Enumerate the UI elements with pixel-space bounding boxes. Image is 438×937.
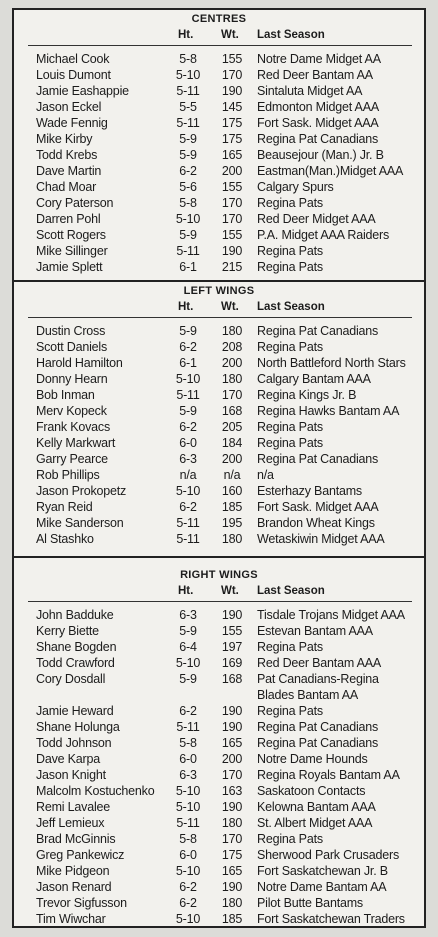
table-row xyxy=(14,500,424,516)
player-height: 5-11 xyxy=(176,244,200,258)
player-last-season: Fort Saskatchewan Jr. B xyxy=(257,864,388,878)
player-height: 5-11 xyxy=(176,388,200,402)
table-row xyxy=(14,912,424,928)
player-height: 5-10 xyxy=(175,864,201,878)
player-last-season: Kelowna Bantam AAA xyxy=(257,800,376,814)
player-weight: 155 xyxy=(221,228,243,242)
player-last-season: Brandon Wheat Kings xyxy=(257,516,375,530)
player-weight: 180 xyxy=(221,896,243,910)
player-name: Chad Moar xyxy=(36,180,97,194)
player-height: 5-11 xyxy=(176,720,200,734)
player-weight: 163 xyxy=(221,784,243,798)
player-last-season: Fort Sask. Midget AAA xyxy=(257,500,379,514)
player-last-season: Calgary Spurs xyxy=(257,180,334,194)
player-height: 5-9 xyxy=(179,404,197,418)
player-weight: 185 xyxy=(221,500,243,514)
player-last-season: Notre Dame Bantam AA xyxy=(257,880,387,894)
player-weight: 169 xyxy=(221,656,243,670)
section-divider xyxy=(14,556,424,558)
player-last-season: n/a xyxy=(257,468,274,482)
player-name: Greg Pankewicz xyxy=(36,848,125,862)
player-name: Todd Krebs xyxy=(36,148,98,162)
table-row xyxy=(14,228,424,244)
player-name: Jeff Lemieux xyxy=(36,816,105,830)
player-weight: 200 xyxy=(221,164,243,178)
player-height: 5-9 xyxy=(179,228,197,242)
table-row xyxy=(14,452,424,468)
col-header-last-season: Last Season xyxy=(257,585,325,597)
table-row xyxy=(14,372,424,388)
player-last-season: Esterhazy Bantams xyxy=(257,484,362,498)
table-row xyxy=(14,672,424,688)
player-weight: 190 xyxy=(221,244,243,258)
player-last-season: Regina Royals Bantam AA xyxy=(257,768,400,782)
player-last-season: Beausejour (Man.) Jr. B xyxy=(257,148,384,162)
table-row xyxy=(14,436,424,452)
player-name: Louis Dumont xyxy=(36,68,111,82)
player-height: 5-8 xyxy=(179,196,197,210)
player-name: Remi Lavalee xyxy=(36,800,111,814)
player-list xyxy=(14,52,424,276)
player-name: Michael Cook xyxy=(36,52,110,66)
player-weight: 165 xyxy=(221,736,243,750)
roster-table xyxy=(12,8,426,928)
player-weight: 185 xyxy=(221,912,243,926)
player-last-season: Regina Pats xyxy=(257,340,323,354)
player-height: 6-0 xyxy=(179,436,197,450)
table-row xyxy=(14,752,424,768)
player-weight: 175 xyxy=(221,848,243,862)
player-name: Cory Dosdall xyxy=(36,672,106,686)
table-row xyxy=(14,468,424,484)
player-last-season: Regina Pats xyxy=(257,832,323,846)
player-weight: 195 xyxy=(221,516,243,530)
col-header-last-season: Last Season xyxy=(257,301,325,313)
player-weight: 145 xyxy=(221,100,243,114)
player-weight: 208 xyxy=(221,340,243,354)
player-name: Darren Pohl xyxy=(36,212,101,226)
player-weight: 175 xyxy=(221,116,243,130)
player-name: Donny Hearn xyxy=(36,372,108,386)
col-header-ht: Ht. xyxy=(178,29,194,41)
table-row xyxy=(14,768,424,784)
player-weight: 170 xyxy=(221,68,243,82)
player-last-season: Regina Pats xyxy=(257,704,323,718)
player-height: 6-1 xyxy=(179,356,197,370)
player-height: 5-10 xyxy=(175,484,201,498)
player-last-season: Eastman(Man.)Midget AAA xyxy=(257,164,404,178)
player-weight: 190 xyxy=(221,800,243,814)
player-height: 6-2 xyxy=(179,880,197,894)
player-weight: 170 xyxy=(221,388,243,402)
player-height: 5-9 xyxy=(179,148,197,162)
player-last-season: Regina Pat Canadians xyxy=(257,452,379,466)
player-height: 6-4 xyxy=(179,640,197,654)
table-row xyxy=(14,608,424,624)
player-weight: 197 xyxy=(221,640,243,654)
table-row xyxy=(14,340,424,356)
player-last-season: Blades Bantam AA xyxy=(257,688,359,702)
player-weight: 165 xyxy=(221,148,243,162)
player-weight: 190 xyxy=(221,608,243,622)
table-row xyxy=(14,484,424,500)
player-weight: n/a xyxy=(223,468,241,482)
table-row xyxy=(14,784,424,800)
table-row xyxy=(14,880,424,896)
player-name: Shane Bogden xyxy=(36,640,117,654)
player-height: 6-3 xyxy=(179,768,197,782)
player-height: 5-9 xyxy=(179,624,197,638)
header-rule xyxy=(28,317,412,318)
player-name: Dave Karpa xyxy=(36,752,101,766)
player-last-season: Regina Pats xyxy=(257,244,323,258)
player-height: 5-11 xyxy=(176,816,200,830)
table-row xyxy=(14,720,424,736)
player-weight: 190 xyxy=(221,84,243,98)
player-name: Todd Crawford xyxy=(36,656,115,670)
player-last-season: Regina Pats xyxy=(257,436,323,450)
table-row xyxy=(14,356,424,372)
player-height: 5-9 xyxy=(179,324,197,338)
player-height: 6-3 xyxy=(179,608,197,622)
player-last-season: Saskatoon Contacts xyxy=(257,784,366,798)
player-last-season: Regina Kings Jr. B xyxy=(257,388,357,402)
player-name: Bob Inman xyxy=(36,388,95,402)
player-last-season: Calgary Bantam AAA xyxy=(257,372,371,386)
player-last-season: Pilot Butte Bantams xyxy=(257,896,363,910)
player-height: 6-1 xyxy=(179,260,197,274)
player-height: 6-0 xyxy=(179,848,197,862)
table-row xyxy=(14,848,424,864)
player-weight: 170 xyxy=(221,212,243,226)
table-row xyxy=(14,196,424,212)
player-last-season: Regina Pats xyxy=(257,420,323,434)
player-name: Jason Prokopetz xyxy=(36,484,127,498)
player-last-season: Fort Saskatchewan Traders xyxy=(257,912,405,926)
table-row xyxy=(14,420,424,436)
player-weight: 165 xyxy=(221,864,243,878)
player-weight: 160 xyxy=(221,484,243,498)
player-weight: 200 xyxy=(221,752,243,766)
player-weight: 155 xyxy=(221,52,243,66)
table-row xyxy=(14,212,424,228)
player-last-season: Tisdale Trojans Midget AAA xyxy=(257,608,405,622)
col-header-ht: Ht. xyxy=(178,585,194,597)
player-height: 5-8 xyxy=(179,832,197,846)
player-list xyxy=(14,608,424,928)
table-row xyxy=(14,688,424,704)
player-weight: 175 xyxy=(221,132,243,146)
player-height: 6-2 xyxy=(179,164,197,178)
player-height: 6-2 xyxy=(179,340,197,354)
player-weight: 155 xyxy=(221,180,243,194)
player-weight: 205 xyxy=(221,420,243,434)
player-name: Al Stashko xyxy=(36,532,94,546)
player-last-season: Regina Pat Canadians xyxy=(257,720,379,734)
player-weight: 180 xyxy=(221,372,243,386)
player-weight: 155 xyxy=(221,624,243,638)
table-row xyxy=(14,68,424,84)
player-name: Jason Knight xyxy=(36,768,106,782)
player-name: Brad McGinnis xyxy=(36,832,116,846)
player-name: Kelly Markwart xyxy=(36,436,116,450)
table-row xyxy=(14,736,424,752)
table-row xyxy=(14,656,424,672)
player-height: 6-0 xyxy=(179,752,197,766)
player-last-season: Fort Sask. Midget AAA xyxy=(257,116,379,130)
player-height: 6-2 xyxy=(179,500,197,514)
player-height: 5-6 xyxy=(179,180,197,194)
table-row xyxy=(14,116,424,132)
player-name: Kerry Biette xyxy=(36,624,99,638)
header-rule xyxy=(28,45,412,46)
player-last-season: Sintaluta Midget AA xyxy=(257,84,363,98)
player-last-season: Regina Hawks Bantam AA xyxy=(257,404,400,418)
player-last-season: Regina Pats xyxy=(257,196,323,210)
table-row xyxy=(14,896,424,912)
player-height: 5-5 xyxy=(179,100,197,114)
table-row xyxy=(14,800,424,816)
player-height: 6-2 xyxy=(179,704,197,718)
col-header-wt: Wt. xyxy=(221,29,239,41)
player-last-season: Edmonton Midget AAA xyxy=(257,100,379,114)
table-row xyxy=(14,180,424,196)
player-last-season: Notre Dame Midget AA xyxy=(257,52,381,66)
player-name: Merv Kopeck xyxy=(36,404,107,418)
player-weight: 170 xyxy=(221,832,243,846)
table-row xyxy=(14,404,424,420)
table-row xyxy=(14,816,424,832)
player-weight: 215 xyxy=(221,260,243,274)
player-last-season: Regina Pats xyxy=(257,640,323,654)
player-name: Harold Hamilton xyxy=(36,356,123,370)
player-height: 5-10 xyxy=(175,372,201,386)
table-row xyxy=(14,260,424,276)
table-row xyxy=(14,148,424,164)
player-last-season: Wetaskiwin Midget AAA xyxy=(257,532,385,546)
player-height: n/a xyxy=(179,468,197,482)
player-last-season: Sherwood Park Crusaders xyxy=(257,848,399,862)
player-weight: 184 xyxy=(221,436,243,450)
player-height: 5-9 xyxy=(179,672,197,686)
table-row xyxy=(14,640,424,656)
player-last-season: Pat Canadians-Regina xyxy=(257,672,379,686)
player-height: 5-10 xyxy=(175,912,201,926)
player-height: 5-10 xyxy=(175,784,201,798)
player-name: Garry Pearce xyxy=(36,452,108,466)
player-name: Mike Sillinger xyxy=(36,244,108,258)
table-row xyxy=(14,100,424,116)
player-name: Mike Pidgeon xyxy=(36,864,110,878)
player-last-season: Red Deer Midget AAA xyxy=(257,212,376,226)
player-name: Jason Renard xyxy=(36,880,112,894)
player-last-season: Regina Pats xyxy=(257,260,323,274)
player-name: Ryan Reid xyxy=(36,500,93,514)
player-last-season: Estevan Bantam AAA xyxy=(257,624,373,638)
table-row xyxy=(14,84,424,100)
player-weight: 200 xyxy=(221,452,243,466)
player-last-season: Red Deer Bantam AAA xyxy=(257,656,382,670)
player-name: Jamie Eashappie xyxy=(36,84,129,98)
table-row xyxy=(14,164,424,180)
table-row xyxy=(14,832,424,848)
player-name: Tim Wiwchar xyxy=(36,912,106,926)
player-last-season: Regina Pat Canadians xyxy=(257,736,379,750)
table-row xyxy=(14,244,424,260)
player-name: Dustin Cross xyxy=(36,324,106,338)
player-weight: 200 xyxy=(221,356,243,370)
player-weight: 168 xyxy=(221,672,243,686)
player-weight: 170 xyxy=(221,768,243,782)
player-height: 5-9 xyxy=(179,132,197,146)
player-weight: 180 xyxy=(221,532,243,546)
player-name: Dave Martin xyxy=(36,164,102,178)
player-weight: 180 xyxy=(221,816,243,830)
player-name: Scott Daniels xyxy=(36,340,108,354)
table-row xyxy=(14,532,424,548)
player-name: Cory Paterson xyxy=(36,196,114,210)
player-height: 5-11 xyxy=(176,532,200,546)
table-row xyxy=(14,516,424,532)
player-name: Frank Kovacs xyxy=(36,420,111,434)
section-title: LEFT WINGS xyxy=(183,285,255,297)
player-height: 5-10 xyxy=(175,68,201,82)
player-height: 5-10 xyxy=(175,800,201,814)
header-rule xyxy=(28,601,412,602)
player-height: 6-2 xyxy=(179,896,197,910)
player-last-season: Red Deer Bantam AA xyxy=(257,68,373,82)
player-list xyxy=(14,324,424,548)
section-title: RIGHT WINGS xyxy=(180,569,258,581)
player-name: Rob Phillips xyxy=(36,468,100,482)
player-last-season: Regina Pat Canadians xyxy=(257,324,379,338)
table-row xyxy=(14,704,424,720)
col-header-ht: Ht. xyxy=(178,301,194,313)
player-height: 6-3 xyxy=(179,452,197,466)
player-name: Wade Fennig xyxy=(36,116,108,130)
table-row xyxy=(14,388,424,404)
player-name: Shane Holunga xyxy=(36,720,120,734)
player-name: Mike Sanderson xyxy=(36,516,124,530)
player-height: 6-2 xyxy=(179,420,197,434)
section-divider xyxy=(14,280,424,282)
player-weight: 190 xyxy=(221,880,243,894)
table-row xyxy=(14,324,424,340)
player-height: 5-11 xyxy=(176,84,200,98)
player-name: Jamie Splett xyxy=(36,260,103,274)
player-height: 5-10 xyxy=(175,212,201,226)
player-height: 5-8 xyxy=(179,736,197,750)
player-weight: 190 xyxy=(221,704,243,718)
player-height: 5-10 xyxy=(175,656,201,670)
player-name: Jason Eckel xyxy=(36,100,102,114)
table-row xyxy=(14,132,424,148)
player-weight: 180 xyxy=(221,324,243,338)
player-name: Malcolm Kostuchenko xyxy=(36,784,155,798)
player-last-season: St. Albert Midget AAA xyxy=(257,816,373,830)
player-name: Jamie Heward xyxy=(36,704,114,718)
player-height: 5-11 xyxy=(176,516,200,530)
player-name: Trevor Sigfusson xyxy=(36,896,127,910)
table-row xyxy=(14,52,424,68)
col-header-last-season: Last Season xyxy=(257,29,325,41)
player-last-season: P.A. Midget AAA Raiders xyxy=(257,228,390,242)
col-header-wt: Wt. xyxy=(221,585,239,597)
section-title: CENTRES xyxy=(191,13,247,25)
player-last-season: Notre Dame Hounds xyxy=(257,752,368,766)
player-name: Todd Johnson xyxy=(36,736,112,750)
player-last-season: North Battleford North Stars xyxy=(257,356,406,370)
player-height: 5-11 xyxy=(176,116,200,130)
player-height: 5-8 xyxy=(179,52,197,66)
col-header-wt: Wt. xyxy=(221,301,239,313)
player-weight: 168 xyxy=(221,404,243,418)
player-weight: 190 xyxy=(221,720,243,734)
table-row xyxy=(14,864,424,880)
player-weight: 170 xyxy=(221,196,243,210)
player-last-season: Regina Pat Canadians xyxy=(257,132,379,146)
player-name: Scott Rogers xyxy=(36,228,106,242)
table-row xyxy=(14,624,424,640)
player-name: John Badduke xyxy=(36,608,114,622)
player-name: Mike Kirby xyxy=(36,132,93,146)
